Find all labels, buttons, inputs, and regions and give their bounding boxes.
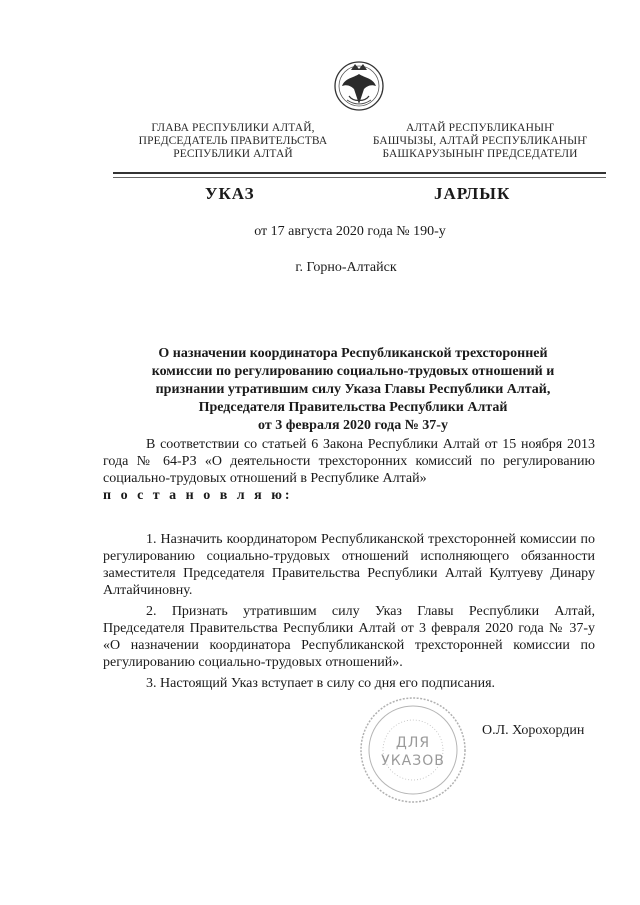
header-rule-thick: [113, 172, 606, 174]
title-line-4: Председателя Правительства Республики Алтай: [198, 400, 508, 415]
header-right-line-2: БАШЧЫЗЫ, АЛТАЙ РЕСПУБЛИКАНЫҤ: [372, 135, 588, 147]
doc-type-altai: ЈАРЛЫК: [434, 184, 511, 203]
postanovlyayu: п о с т а н о в л я ю:: [103, 488, 293, 503]
item-2-text: 2. Признать утратившим силу Указ Главы Республики Алтай, Председателя Правительства Республики Алтай от 3 февраля 2020 года № 37-у «О назначении координатора Республиканской трехсторонней комиссии по регулированию социально-трудовых отношений».: [103, 604, 595, 670]
item-1-paragraph: [103, 531, 595, 599]
stamp-line-1: ДЛЯ: [395, 735, 431, 751]
item-3-paragraph: [103, 675, 595, 692]
stamp-line-2: УКАЗОВ: [381, 753, 445, 769]
item-1-text: 1. Назначить координатором Республиканской трехсторонней комиссии по регулированию социально-трудовых отношений исполняющего обязанности заместителя Председателя Правительства Республики Алтай Култуеву Динару Алтайчиновну.: [103, 532, 595, 598]
coat-of-arms-emblem-icon: [333, 56, 385, 116]
header-left-line-2: ПРЕДСЕДАТЕЛЬ ПРАВИТЕЛЬСТВА: [138, 135, 328, 147]
document-title: [118, 345, 588, 435]
header-left-block: [128, 122, 338, 161]
title-line-1: О назначении координатора Республиканской трехсторонней: [158, 346, 548, 361]
item-2-paragraph: [103, 603, 595, 671]
signer-name: О.Л. Хорохордин: [482, 723, 585, 738]
official-stamp: [358, 695, 468, 805]
title-line-3: признании утратившим силу Указа Главы Республики Алтай,: [155, 382, 551, 397]
title-line-2: комиссии по регулированию социально-трудовых отношений и: [151, 364, 555, 379]
header-right-line-1: АЛТАЙ РЕСПУБЛИКАНЫҤ: [406, 122, 554, 134]
doc-type-ru: УКАЗ: [205, 184, 255, 203]
city-line: г. Горно-Алтайск: [295, 260, 397, 275]
header-left-line-1: ГЛАВА РЕСПУБЛИКИ АЛТАЙ,: [151, 122, 315, 134]
intro-text: В соответствии со статьей 6 Закона Республики Алтай от 15 ноября 2013 года № 64-РЗ «О деятельности трехсторонних комиссий по регулированию социально-трудовых отношений в Республике Алтай»: [103, 437, 595, 486]
header-right-line-3: БАШКАРУЗЫНЫҤ ПРЕДСЕДАТЕЛИ: [382, 148, 578, 160]
intro-paragraph: [103, 436, 595, 504]
item-3-text: 3. Настоящий Указ вступает в силу со дня его подписания.: [146, 676, 496, 691]
header-left-line-3: РЕСПУБЛИКИ АЛТАЙ: [173, 148, 293, 160]
title-line-5: от 3 февраля 2020 года № 37-у: [258, 418, 448, 433]
header-rule-thin: [113, 177, 606, 178]
date-line: от 17 августа 2020 года № 190-у: [254, 224, 446, 239]
header-right-block: [360, 122, 600, 161]
